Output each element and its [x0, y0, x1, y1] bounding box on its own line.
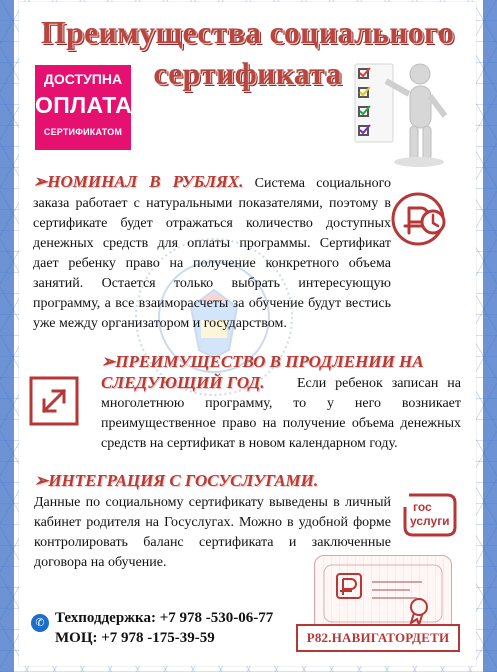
section-2-text: Если ребенок записан на многолетнюю программу, то у него возникает преимущественное право на получение объема денежных средств на сертификат в новом календарном году. [101, 376, 461, 451]
badge-line-1: ДОСТУПНА [43, 71, 123, 87]
badge-line-3: СЕРТИФИКАТОМ [43, 127, 123, 137]
certificate-icon [314, 555, 452, 632]
checklist-figure-icon [341, 56, 456, 168]
payment-badge [35, 65, 131, 150]
section-3-body: Данные по социальному сертификату выведены в личный кабинет родителя на Госуслугах. Можно в удобной форме контролировать баланс сертификата и заключенные договора на обучение. [34, 495, 391, 570]
moc-phone: МОЦ: +7 978 -175-39-59 [55, 630, 215, 646]
support-phone: Техподдержка: +7 978 -530-06-77 [55, 610, 274, 626]
section-2-title: ➢ПРЕИМУЩЕСТВО В ПРОДЛЕНИИ НА СЛЕДУЮЩИЙ ГОД. [101, 352, 424, 392]
title-line-1: Преимущества социального [40, 14, 455, 50]
section-3-title: ➢ИНТЕГРАЦИЯ С ГОСУСЛУГАМИ. [34, 471, 319, 490]
section-1-title: ➢НОМИНАЛ В РУБЛЯХ. [33, 172, 244, 191]
gosuslugi-line-1: гос [413, 500, 432, 514]
section-2-body [101, 374, 461, 454]
gosuslugi-logo [399, 489, 461, 541]
gosuslugi-line-2: услуги [410, 514, 450, 528]
contacts [55, 608, 273, 648]
title-line-2: сертификата [153, 55, 342, 91]
navigator-label: Р82.НАВИГАТОРДЕТИ [296, 624, 460, 652]
badge-line-2: ОПЛАТА [35, 92, 133, 118]
section-1-body [33, 172, 391, 334]
poster-sheet [19, 2, 476, 666]
section-1-text: Система социального заказа работает с натуральными показателями, поэтому в сертификате будет отражаться количество доступных денежных средств для оплаты программы. Сертификат дает ребенку право на получение конкретного объема занятий. Остается только выбрать интересующую программу, а все взаиморасчеты за обучение будут вестись уже между организатором и государством. [33, 176, 392, 331]
phone-icon: ✆ [31, 614, 49, 632]
ruble-clock-icon [389, 190, 453, 248]
expand-arrows-icon [27, 374, 81, 428]
